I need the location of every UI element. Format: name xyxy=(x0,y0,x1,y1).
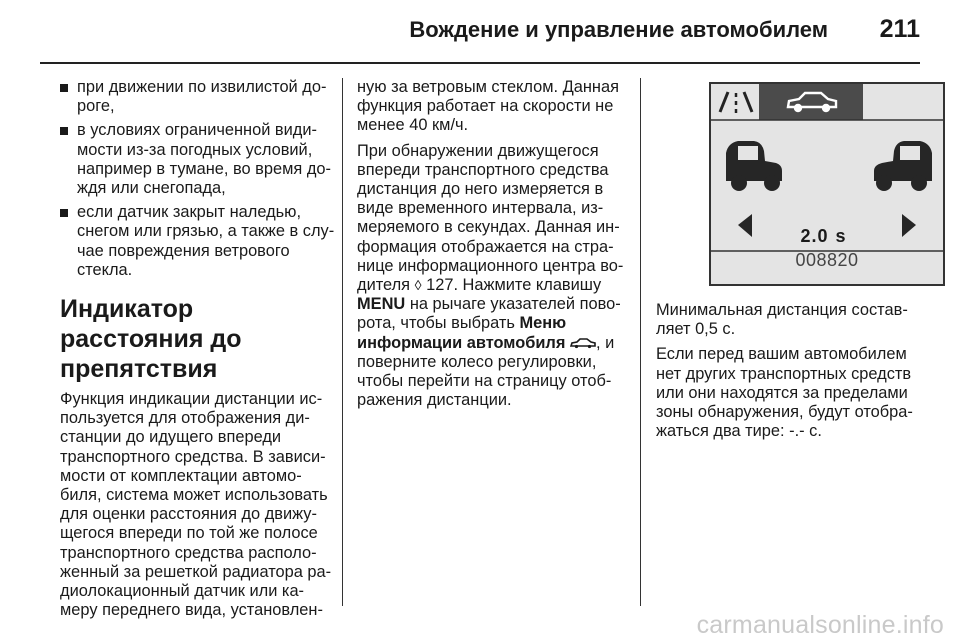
list-item: если датчик закрыт наледью, снегом или грязью, а также в слу-чае повреждения ветрового стекла. xyxy=(60,203,338,280)
reference-diamond-icon: ◊ xyxy=(414,277,422,294)
speed-paragraph: ную за ветровым стеклом. Данная функция работает на скорости не менее 40 км/ч. xyxy=(357,78,619,135)
list-item: в условиях ограниченной види-мости из-за погодных условий, например в тумане, во время до-ждя или снегопада, xyxy=(60,121,338,198)
caption-no-vehicle: Если перед вашим автомобилем нет других транспортных средств или они находятся за пределами зоны обнаружения, будут отобра-жаться два тире: -.- с. xyxy=(656,345,913,441)
list-item: при движении по извилистой до-роге, xyxy=(60,78,338,116)
header-title: Вождение и управление автомобилем xyxy=(409,17,828,42)
odometer-readout: 008820 xyxy=(795,250,859,270)
page-header xyxy=(40,0,920,64)
column-3 xyxy=(656,78,932,447)
menu-key-label: MENU xyxy=(357,295,406,314)
menu-name-label: Меню информации автомобиля xyxy=(357,314,567,352)
front-car-window xyxy=(900,146,920,160)
page-number: 211 xyxy=(879,15,920,43)
column-divider-1 xyxy=(342,78,343,606)
display-tab-active xyxy=(759,84,863,120)
page-reference: 127 xyxy=(426,276,454,295)
column-2 xyxy=(357,78,635,416)
watermark: carmanualsonline.info xyxy=(696,611,944,639)
conditions-list xyxy=(60,78,338,280)
distance-display-figure xyxy=(708,81,946,287)
bullet-square xyxy=(60,209,68,217)
intro-paragraph: Функция индикации дистанции ис-пользуется для отображения ди-станции до идущего впереди транспортного средства. В зависи-мости от комплектации автомо-биля, система может использовать для оценки расстояния до движу-щегося впереди по той же полосе транспортного средства располо-женный за решеткой радиатора ра-диолокационный датчик или ка-меру переднего вида, установлен- xyxy=(60,390,332,620)
bullet-square xyxy=(60,127,68,135)
instructions-paragraph: При обнаружении движущегося впереди транспортного средства дистанция до него измеряется в виде временного интервала, из-меряемого в секундах. Данная ин-формация отображается на стра-нице информационного центра во-дителя ◊ 127. Нажмите клавишу MENU на рычаге указателей пово-рота, чтобы выбрать Меню информации автомобиля , и поверните колесо регулировки, чтобы перейти на страницу отоб-ражения дистанции. xyxy=(357,141,624,410)
bullet-square xyxy=(60,84,68,92)
vehicle-info-car-icon xyxy=(570,337,596,349)
caption-minimum: Минимальная дистанция состав-ляет 0,5 с. xyxy=(656,301,908,339)
section-title: Индикатор расстояния до препятствия xyxy=(60,295,242,384)
distance-unit: s xyxy=(835,226,847,246)
distance-value: 2.0 s xyxy=(708,227,946,246)
column-1 xyxy=(60,78,338,626)
column-divider-2 xyxy=(640,78,641,606)
rear-car-window xyxy=(738,146,758,160)
